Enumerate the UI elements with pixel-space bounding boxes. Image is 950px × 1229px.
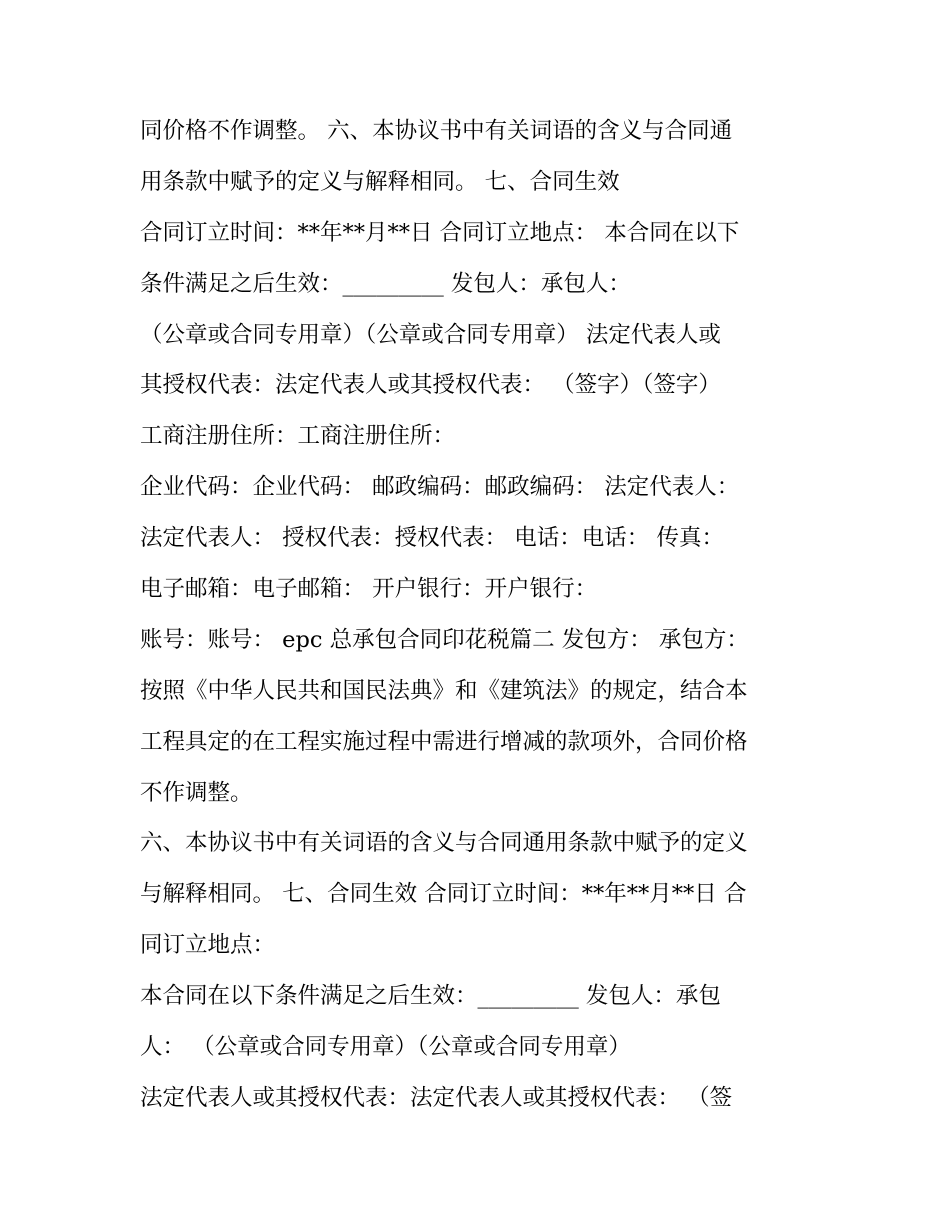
text-line: 账号：账号： epc 总承包合同印花税篇二 发包方： 承包方： [140, 626, 749, 653]
text-line: 其授权代表：法定代表人或其授权代表： （签字）（签字） [140, 372, 721, 399]
text-line: 同价格不作调整。 六、本协议书中有关词语的含义与合同通 [140, 118, 733, 144]
text-line: 用条款中赋予的定义与解释相同。 七、合同生效 [140, 168, 620, 195]
text-line: 企业代码：企业代码： 邮政编码：邮政编码： 法定代表人： [140, 474, 740, 501]
text-line: 工商注册住所：工商注册住所： [140, 423, 456, 450]
text-line: 与解释相同。 七、合同生效 合同订立时间：**年**月**日 合 [140, 881, 747, 908]
text-line: 工程具定的在工程实施过程中需进行增减的款项外，合同价格 [140, 728, 748, 755]
text-line: 法定代表人： 授权代表：授权代表： 电话：电话： 传真： [140, 525, 724, 552]
text-line: 不作调整。 [140, 779, 253, 806]
text-line: 合同订立时间：**年**月**日 合同订立地点： 本合同在以下 [140, 219, 740, 246]
text-line: （公章或合同专用章）（公章或合同专用章） 法定代表人或 [140, 321, 721, 348]
text-line: 电子邮箱：电子邮箱： 开户银行：开户银行： [140, 576, 598, 603]
text-line: 六、本协议书中有关词语的含义与合同通用条款中赋予的定义 [140, 830, 748, 857]
document-body [140, 106, 830, 1124]
text-line: 法定代表人或其授权代表：法定代表人或其授权代表： （签 [140, 1084, 733, 1111]
text-line: 同订立地点： [140, 932, 276, 959]
text-line: 人： （公章或合同专用章）（公章或合同专用章） [140, 1034, 631, 1061]
text-line: 条件满足之后生效：_________ 发包人：承包人： [140, 270, 631, 297]
text-line: 按照《中华人民共和国民法典》和《建筑法》的规定，结合本 [140, 677, 748, 704]
text-line: 本合同在以下条件满足之后生效：_________ 发包人：承包 [140, 983, 721, 1010]
